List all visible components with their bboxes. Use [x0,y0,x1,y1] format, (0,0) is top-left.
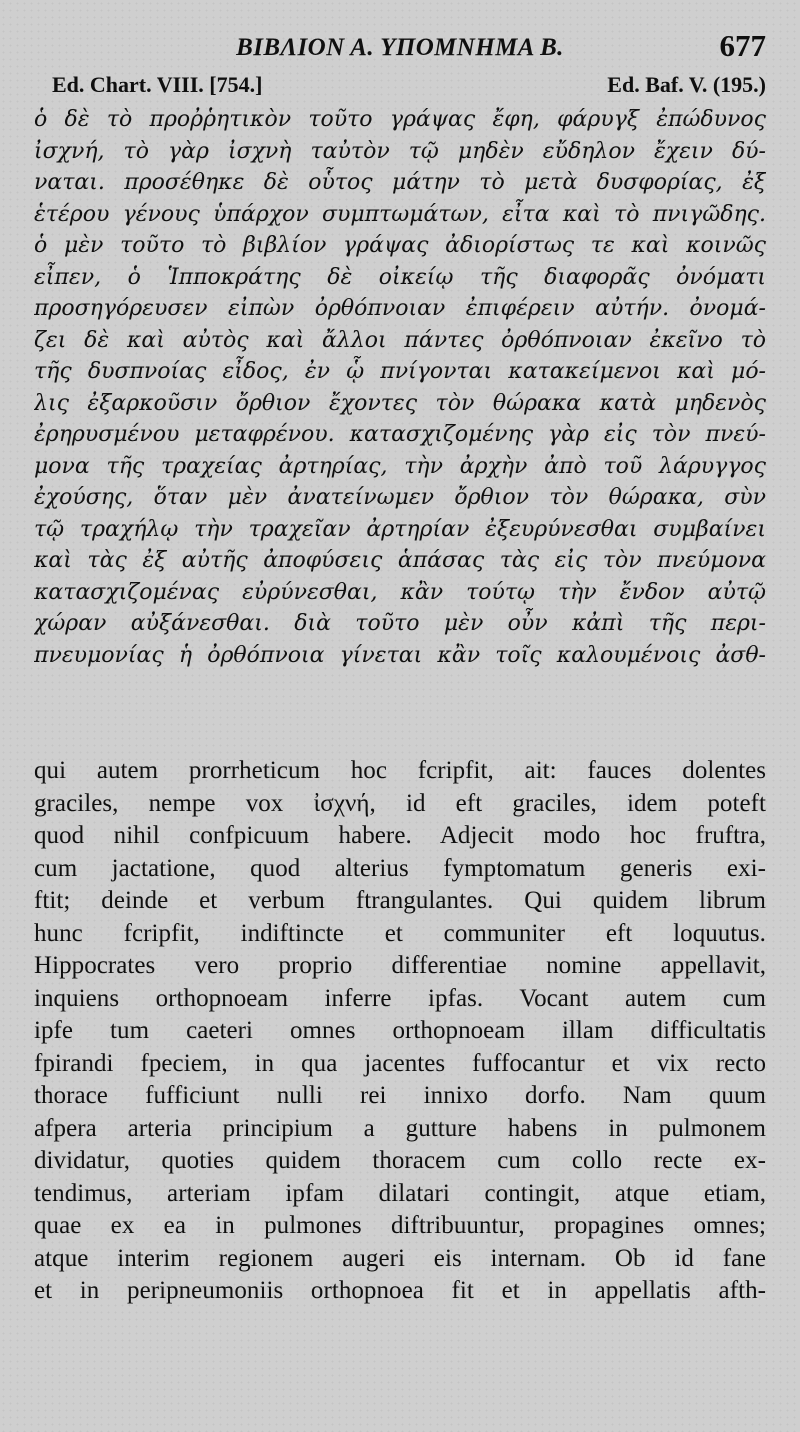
greek-text-line: ζει δὲ καὶ αὐτὸς καὶ ἄλλοι πάντες ὀρθόπνοιαν ἐκεῖνο τὸ [34,327,766,353]
greek-text-line: λις ἐξαρκοῦσιν ὄρθιον ἔχοντες τὸν θώρακα κατὰ μηδενὸς [34,390,766,416]
greek-text-line: προσηγόρευσεν εἰπὼν ὀρθόπνοιαν ἐπιφέρειν αὐτήν. ὀνομά- [34,296,766,321]
greek-text-line: κατασχιζομένας εὐρύνεσθαι, κἂν τούτῳ τὴν ἔνδον αὐτῷ [34,579,766,605]
greek-text-line: ἐχούσης, ὅταν μὲν ἀνατείνωμεν ὄρθιον τὸν θώρακα, σὺν [34,485,766,510]
greek-text-line: τῷ τραχήλῳ τὴν τραχεῖαν ἀρτηρίαν ἐξευρύνεσθαι συμβαίνει [34,516,766,542]
greek-text-line: ἑτέρου γένους ὑπάρχον συμπτωμάτων, εἶτα καὶ τὸ πνιγῶδης. [34,201,766,227]
greek-commentary-text [34,104,766,671]
latin-text-line: cum jactatione, quod alterius fymptomatum generis exi- [34,854,766,882]
greek-text-line: ἰσχνή, τὸ γὰρ ἰσχνὴ ταὐτὸν τῷ μηδὲν εὔδηλον ἔχειν δύ- [34,138,766,164]
latin-text-line: qui autem prorrheticum hoc fcripfit, ait: fauces dolentes [34,757,766,784]
edition-reference-line [34,72,766,96]
latin-text-line: et in peripneumoniis orthopnoea fit et in appellatis afth- [34,1277,766,1304]
section-gap [34,671,766,755]
page-number: 677 [719,28,766,63]
greek-text-line: ἐρηρυσμένου μεταφρένου. κατασχιζομένης γὰρ εἰς τὸν πνεύ- [34,422,766,447]
running-head [34,28,766,72]
latin-text-line: dividatur, quoties quidem thoracem cum collo recte ex- [34,1147,766,1174]
latin-text-line: atque interim regionem augeri eis internam. Ob id fane [34,1244,766,1272]
latin-translation-text [34,755,766,1308]
greek-text-line: καὶ τὰς ἐξ αὐτῆς ἀποφύσεις ἁπάσας τὰς εἰς τὸν πνεύμονα [34,548,766,573]
latin-text-line: tendimus, arteriam ipfam dilatari contingit, atque etiam, [34,1179,766,1207]
latin-text-line: fpirandi fpeciem, in qua jacentes fuffocantur et vix recto [34,1049,766,1077]
greek-text-line: ὁ μὲν τοῦτο τὸ βιβλίον γράψας ἀδιορίστως τε καὶ κοινῶς [34,233,766,258]
greek-text-line: τῆς δυσπνοίας εἶδος, ἐν ᾧ πνίγονται κατακείμενοι καὶ μό- [34,359,766,384]
latin-text-line: thorace fufficiunt nulli rei innixo dorfo. Nam quum [34,1082,766,1109]
latin-text-line: graciles, nempe vox ἰσχνή, id eft graciles, idem poteft [34,789,766,817]
greek-text-line: εἶπεν, ὁ Ἱπποκράτης δὲ οἰκείῳ τῆς διαφορᾶς ὀνόματι [34,264,766,290]
latin-text-line: Hippocrates vero proprio differentiae nomine appellavit, [34,952,766,979]
latin-text-line: inquiens orthopnoeam inferre ipfas. Vocant autem cum [34,984,766,1012]
basel-edition-reference: Ed. Baf. V. (195.) [607,72,766,97]
latin-text-line: ftit; deinde et verbum ftrangulantes. Qui quidem librum [34,887,766,914]
latin-text-line: quod nihil confpicuum habere. Adjecit modo hoc fruftra, [34,822,766,849]
running-title: ΒΙΒΛΙΟΝ Α. ΥΠΟΜΝΗΜΑ Β. [236,34,564,61]
chart-edition-reference: Ed. Chart. VIII. [754.] [52,72,263,97]
greek-text-line: χώραν αὐξάνεσθαι. διὰ τοῦτο μὲν οὖν κἀπὶ τῆς περι- [34,611,766,636]
greek-text-line: ὁ δὲ τὸ προῤῥητικὸν τοῦτο γράψας ἔφη, φάρυγξ ἐπώδυνος [34,107,766,132]
latin-text-line: afpera arteria principium a gutture habens in pulmonem [34,1114,766,1142]
greek-text-line: ναται. προσέθηκε δὲ οὗτος μάτην τὸ μετὰ δυσφορίας, ἐξ [34,170,766,195]
greek-text-line: μονα τῆς τραχείας ἀρτηρίας, τὴν ἀρχὴν ἀπὸ τοῦ λάρυγγος [34,453,766,479]
latin-text-line: quae ex ea in pulmones diftribuuntur, propagines omnes; [34,1212,766,1239]
latin-text-line: hunc fcripfit, indiftincte et communiter eft loquutus. [34,919,766,947]
latin-text-line: ipfe tum caeteri omnes orthopnoeam illam difficultatis [34,1017,766,1044]
greek-text-line: πνευμονίας ἡ ὀρθόπνοια γίνεται κἂν τοῖς καλουμένοις ἀσθ- [34,642,766,668]
